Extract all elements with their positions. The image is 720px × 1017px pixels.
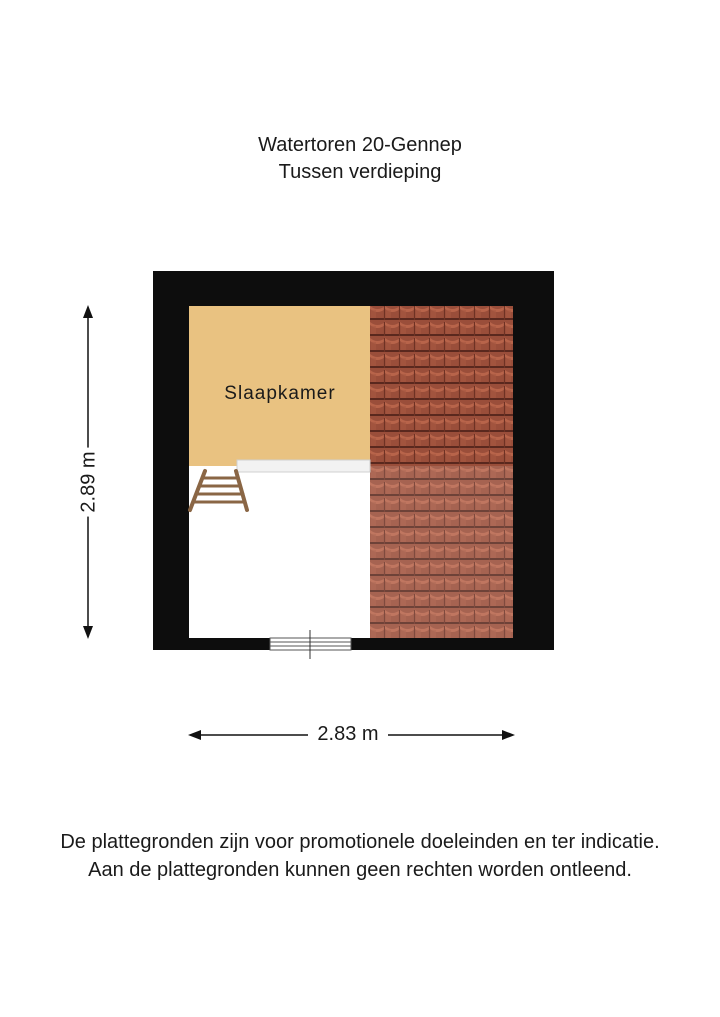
room-label-slaapkamer: Slaapkamer (224, 383, 336, 404)
plan-title: Watertoren 20-Gennep (258, 134, 462, 156)
disclaimer-line-2: Aan de plattegronden kunnen geen rechten worden ontleend. (88, 859, 632, 881)
height-dimension-label: 2.89 m (78, 447, 101, 516)
floor-name: Tussen verdieping (278, 161, 442, 183)
roof-tiles-lower-tint (370, 466, 513, 638)
height-dimension (72, 452, 106, 512)
disclaimer-line-1: De plattegronden zijn voor promotionele doeleinden en ter indicatie. (60, 831, 660, 853)
width-dimension-label: 2.83 m (308, 723, 388, 746)
mezzanine-edge (237, 460, 370, 472)
